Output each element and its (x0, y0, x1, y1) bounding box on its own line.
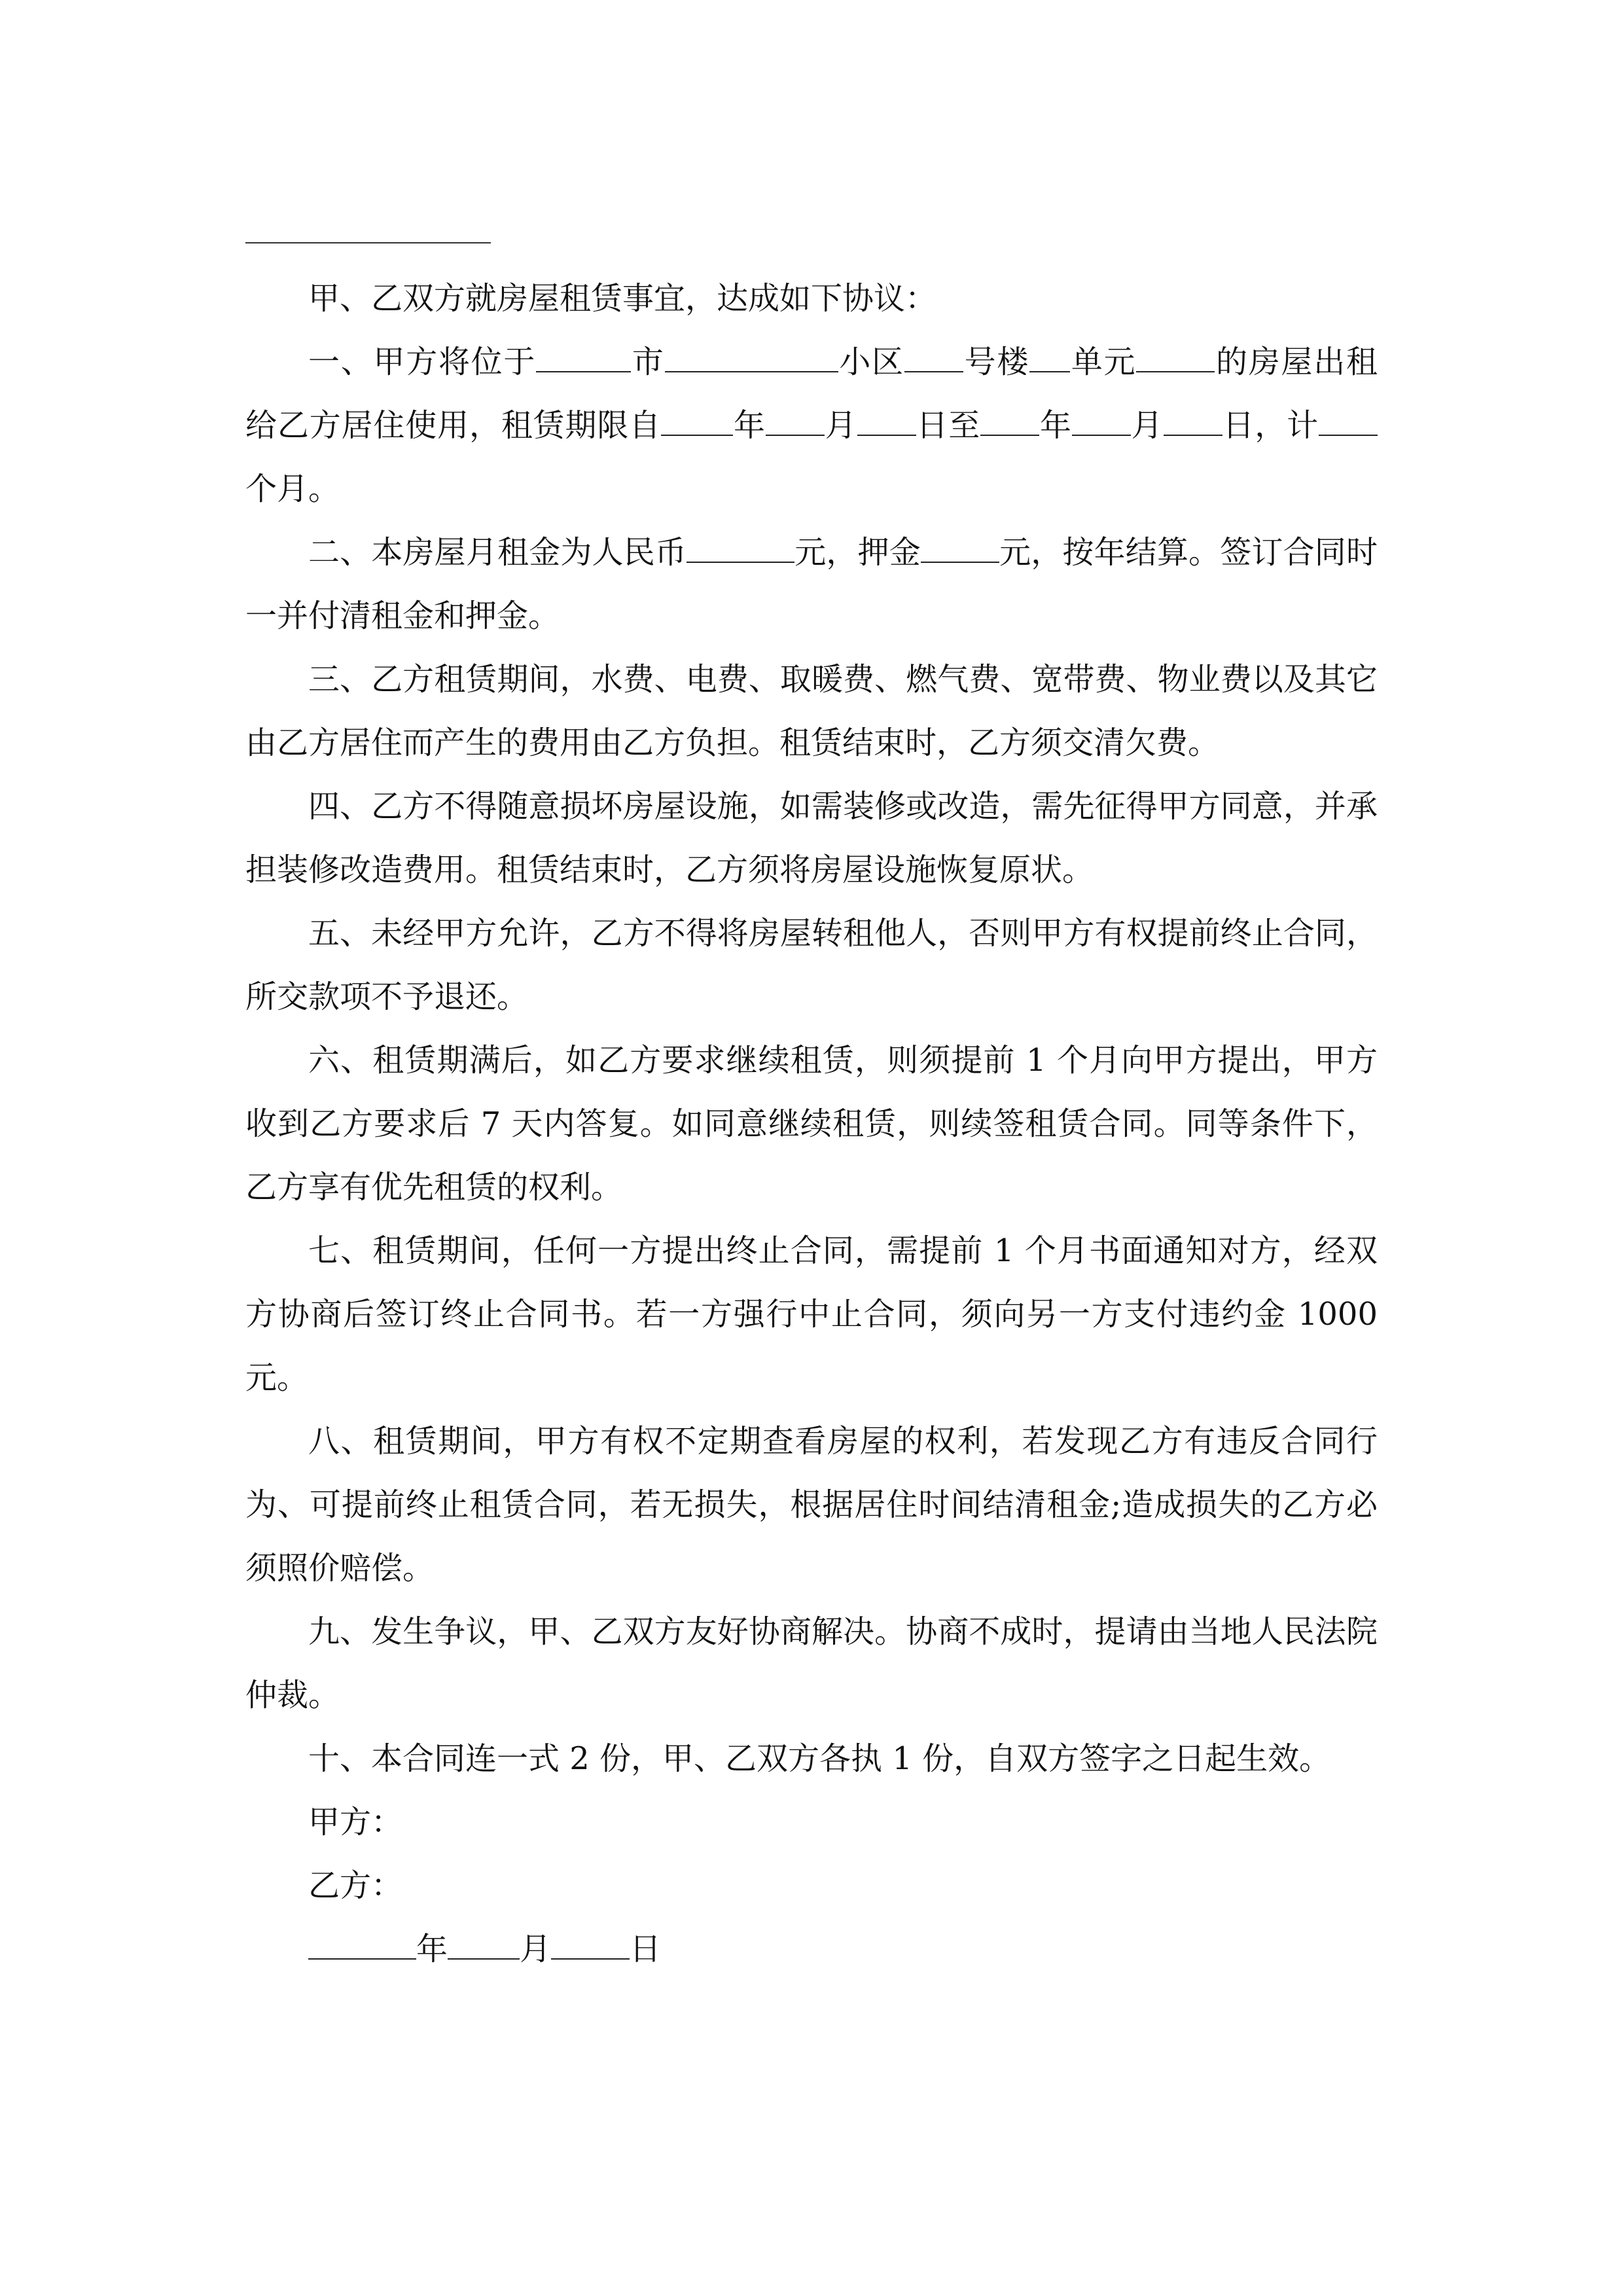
clause-1: 一、甲方将位于 市 小区 号楼 单元 的房屋出租给乙方居住使用，租赁期限自 年 月 日至 年 月 日，计个月。 (245, 331, 1378, 521)
sign-day-blank (551, 1926, 630, 1960)
clause-9: 九、发生争议，甲、乙双方友好协商解决。协商不成时，提请由当地人民法院仲裁。 (245, 1613, 1378, 1713)
party-b-signature: 乙方： (308, 1867, 403, 1904)
header-rule (245, 242, 491, 243)
deposit-blank (921, 529, 999, 563)
contract-body (245, 267, 1378, 1981)
unit-blank (1029, 338, 1070, 372)
clause-8: 八、租赁期间，甲方有权不定期查看房屋的权利，若发现乙方有违反合同行为、可提前终止租赁合同，若无损失，根据居住时间结清租金;造成损失的乙方必须照价赔偿。 (245, 1423, 1378, 1587)
clause-6: 六、租赁期满后，如乙方要求继续租赁，则须提前 1 个月向甲方提出，甲方收到乙方要求后 7 天内答复。如同意继续租赁，则续签租赁合同。同等条件下，乙方享有优先租赁的权利。 (245, 1042, 1378, 1206)
clause-10: 十、本合同连一式 2 份，甲、乙双方各执 1 份，自双方签字之日起生效。 (308, 1740, 1331, 1777)
end-year-blank (980, 402, 1039, 436)
end-day-blank (1164, 402, 1222, 436)
community-blank (665, 338, 838, 372)
clause-5: 五、未经甲方允许，乙方不得将房屋转租他人，否则甲方有权提前终止合同，所交款项不予退还。 (245, 915, 1378, 1015)
sign-month-blank (448, 1926, 520, 1960)
intro-paragraph: 甲、乙双方就房屋租赁事宜，达成如下协议： (308, 280, 937, 317)
end-month-blank (1072, 402, 1131, 436)
start-month-blank (766, 402, 825, 436)
start-year-blank (661, 402, 733, 436)
sign-year-blank (308, 1926, 416, 1960)
start-day-blank (857, 402, 916, 436)
clause-4: 四、乙方不得随意损坏房屋设施，如需装修或改造，需先征得甲方同意，并承担装修改造费用。租赁结束时，乙方须将房屋设施恢复原状。 (245, 788, 1378, 888)
room-blank (1136, 338, 1215, 372)
clause-2: 二、本房屋月租金为人民币 元，押金 元，按年结算。签订合同时一并付清租金和押金。 (245, 521, 1378, 648)
rent-blank (687, 529, 794, 563)
building-blank (904, 338, 963, 372)
city-blank (536, 338, 631, 372)
signing-date: 年 月 日 (245, 1918, 1378, 1981)
party-a-signature: 甲方： (308, 1804, 403, 1840)
clause-3: 三、乙方租赁期间，水费、电费、取暖费、燃气费、宽带费、物业费以及其它由乙方居住而产生的费用由乙方负担。租赁结束时，乙方须交清欠费。 (245, 661, 1378, 761)
months-blank (1319, 402, 1378, 436)
clause-7: 七、租赁期间，任何一方提出终止合同，需提前 1 个月书面通知对方，经双方协商后签订终止合同书。若一方强行中止合同，须向另一方支付违约金 1000 元。 (245, 1232, 1378, 1396)
